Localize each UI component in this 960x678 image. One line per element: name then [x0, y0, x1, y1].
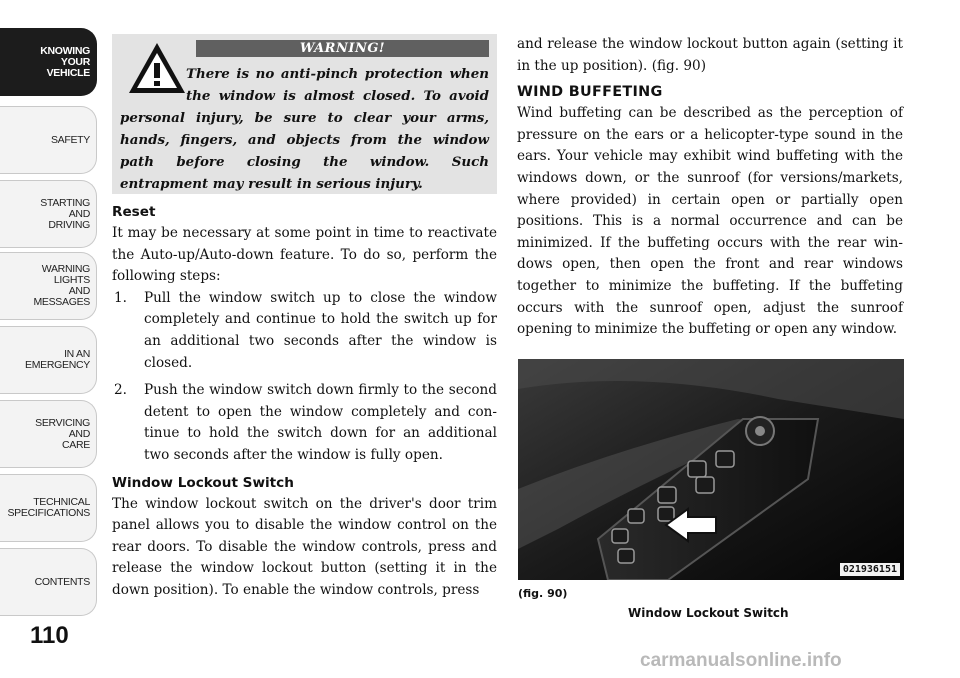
watermark: carmanualsonline.info — [640, 650, 842, 671]
list-item — [112, 380, 497, 466]
door-panel-image — [518, 359, 904, 580]
tab-servicing-and-care[interactable]: SERVICING AND CARE — [0, 400, 97, 468]
figure-label: (fig. 90) — [518, 587, 568, 600]
step-number: 1. — [114, 289, 127, 306]
buffeting-text: Wind buffeting can be described as the perception of pressure on the ears or a helicopter-type sound in the ears. Your vehicle may exhibit wind buffeting with the windows down, or the sunroof (for versions/markets, where provided) in certain open or partially open positions. This is a normal occurrence and can be minimized. If the buffeting occurs with the rear win-dows open, then open the front and rear windows together to minimize the buffeting. If the buffeting occurs with the sunroof open, adjust the sunroof opening to minimize the buffeting or open any window. — [517, 105, 903, 338]
reset-steps — [112, 288, 497, 467]
reset-heading: Reset — [112, 204, 156, 220]
reset-intro: It may be necessary at some point in time to reactivate the Auto-up/Auto-down feature. To do so, perform the following steps: — [112, 225, 497, 285]
right-column — [517, 34, 903, 341]
step-text: Pull the window switch up to close the window completely and continue to hold the switch up for an additional two seconds after the window is closed. — [144, 289, 497, 371]
tab-starting-and-driving[interactable]: STARTING AND DRIVING — [0, 180, 97, 248]
step-text: Push the window switch down firmly to the second detent to open the window completely and con-tinue to hold the switch down for an additional two seconds after the window is fully open. — [144, 382, 497, 463]
warning-title: WARNING! — [196, 40, 489, 57]
warning-triangle-icon — [126, 40, 188, 96]
page-number: 110 — [30, 622, 69, 649]
lockout-heading: Window Lockout Switch — [112, 474, 294, 491]
lockout-continued: and release the window lockout button again (setting it in the up position). (fig. 90) — [517, 36, 903, 74]
tab-technical-specifications[interactable]: TECHNICAL SPECIFICATIONS — [0, 474, 97, 542]
figure-window-lockout-switch — [518, 359, 904, 580]
step-number: 2. — [114, 382, 127, 399]
warning-box — [112, 34, 497, 194]
buffeting-heading: WIND BUFFETING — [517, 84, 663, 101]
figure-caption: Window Lockout Switch — [628, 606, 789, 620]
warning-body: There is no anti-pinch protection when the window is almost closed. To avoid personal injury, be sure to clear your arms, hands, fingers, and objects from the window path before closing the window. Such entrapment may result in serious injury. — [120, 66, 489, 192]
tab-warning-lights-and-messages[interactable]: WARNING LIGHTS AND MESSAGES — [0, 252, 97, 320]
list-item — [112, 288, 497, 374]
left-column — [112, 34, 497, 602]
tab-in-an-emergency[interactable]: IN AN EMERGENCY — [0, 326, 97, 394]
tab-safety[interactable]: SAFETY — [0, 106, 97, 174]
tab-contents[interactable]: CONTENTS — [0, 548, 97, 616]
lockout-text: The window lockout switch on the driver's door trim panel allows you to disable the window control on the rear doors. To disable the window controls, press and release the window lockout button (setting it in the down position). To enable the window controls, press — [112, 495, 497, 598]
figure-code: 021936151 — [840, 563, 900, 576]
tab-knowing-your-vehicle[interactable]: KNOWING YOUR VEHICLE — [0, 28, 97, 96]
